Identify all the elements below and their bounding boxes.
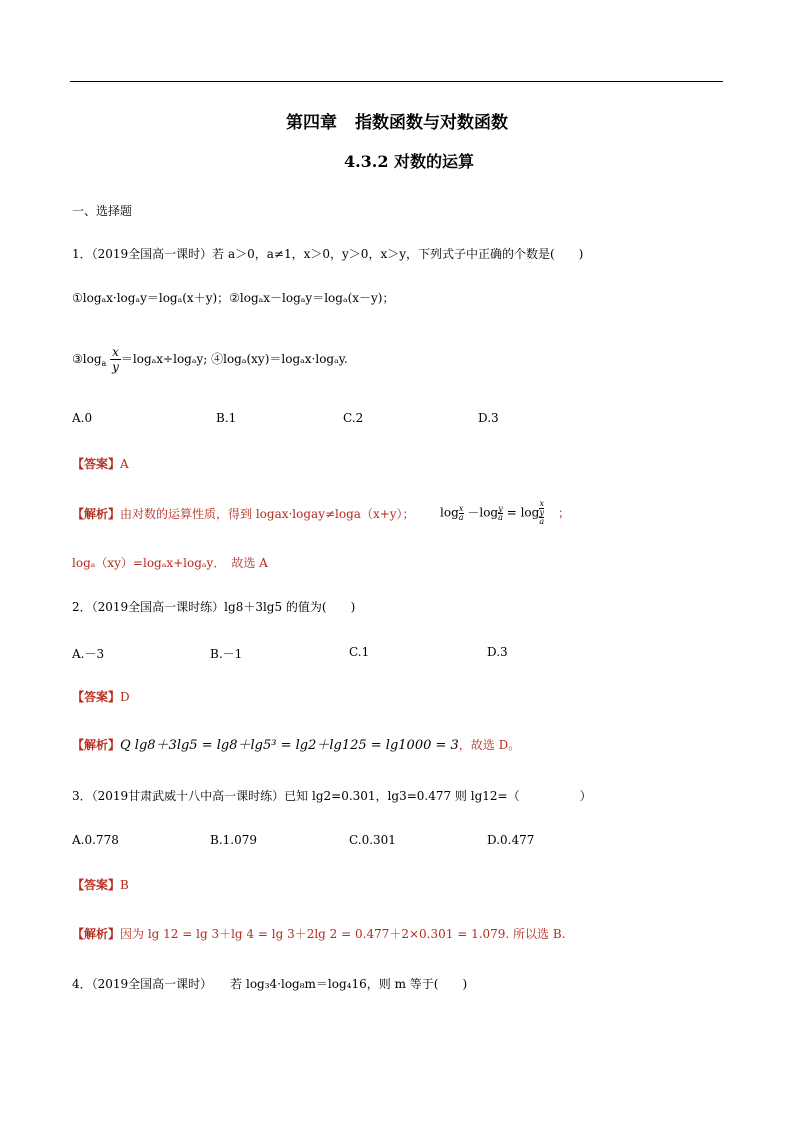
q3-stem: 3．（2019甘肃武威十八中高一课时练）已知 lg2=0.301，lg3=0.477 则 lg12=（ ） [72,789,592,803]
chapter-title [0,108,794,133]
q2-choice-c: C.1 [349,645,370,659]
q3-choice-d: D.0.477 [487,833,535,847]
q2-answer-label: 【答案】 [72,690,121,704]
q2-analysis [72,737,520,754]
q1-statements-1-2: ①logₐx·logₐy＝logₐ(x＋y)；②logₐx－logₐy＝logₐ(x－y)； [72,291,395,305]
q1-analysis-formula: log $\frac{x}{a}$ －log $\frac{y}{a}$ = log x y a ； [440,499,570,526]
q2-analysis-tail: ，故选 D。 [458,738,521,752]
q1-analysis-text: 由对数的运算性质，得到 logax·logay≠loga（x+y）； [120,507,415,521]
q1-statement-rest: ＝logₐx÷logₐy; ④logₐ(xy)＝logₐx·logₐy. [120,352,348,366]
q3-choice-b: B.1.079 [210,833,257,847]
q1-choice-b: B.1 [216,411,237,425]
top-rule [70,81,723,82]
q1-answer [72,456,129,472]
q1-analysis-line2: logₐ（xy）=logₐx+logₐy． 故选 A [72,556,268,570]
q1-choice-c: C.2 [343,411,364,425]
q1-analysis-label: 【解析】 [72,507,121,521]
q1-analysis [72,506,415,522]
q2-answer [72,689,130,705]
q1-log-prefix: ③log [72,352,102,366]
q1-choice-a: A.0 [72,411,93,425]
q1-fraction-num: x [112,345,119,359]
q3-answer-label: 【答案】 [72,878,121,892]
q3-analysis-label: 【解析】 [72,927,121,941]
chapter-name: 指数函数与对数函数 [354,113,508,133]
q4-stem: 4．（2019全国高一课时） 若 log₃4·log₈m＝log₄16，则 m 等于( ) [72,977,468,991]
q1-fraction-den: y [112,360,119,374]
q2-analysis-label: 【解析】 [72,738,121,752]
q2-choice-d: D.3 [487,645,508,659]
q3-answer-value: B [120,878,129,892]
q1-answer-label: 【答案】 [72,457,121,471]
q2-choice-a: A.－3 [72,647,105,661]
q2-analysis-formula: Q lg8＋3lg5 = lg8＋lg5³ = lg2＋lg125 = lg1000 = 3 [120,738,459,753]
q3-choice-a: A.0.778 [72,833,119,847]
q1-statements-3-4 [72,342,348,381]
q3-answer [72,877,129,893]
chapter-number: 第四章 [286,113,338,133]
q1-answer-value: A [120,457,129,471]
q1-stem: 1．（2019全国高一课时）若 a＞0，a≠1，x＞0，y＞0，x＞y，下列式子中正确的个数是( ) [72,247,584,261]
q1-log-base: a [101,359,107,368]
q2-choice-b: B.－1 [210,647,243,661]
q1-choice-d: D.3 [478,411,499,425]
section-title: 4.3.2 对数的运算 [343,152,475,171]
q3-analysis-text: 因为 lg 12 = lg 3＋lg 4 = lg 3＋2lg 2 = 0.477＋2×0.301 = 1.079. 所以选 B. [120,927,566,941]
q3-analysis [72,926,566,942]
q1-fraction [110,345,121,374]
section-heading: 一、选择题 [72,204,133,218]
q3-choice-c: C.0.301 [349,833,396,847]
q2-answer-value: D [120,690,130,704]
q2-stem: 2．（2019全国高一课时练）lg8＋3lg5 的值为( ) [72,600,356,614]
